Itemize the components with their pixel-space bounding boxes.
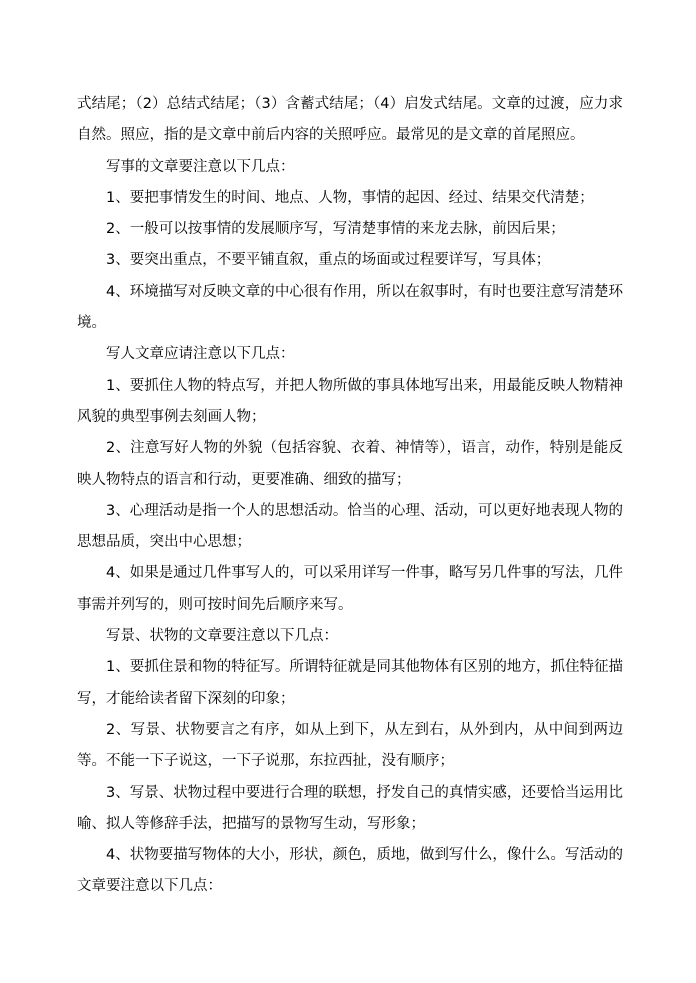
list-item: 2、注意写好人物的外貌（包括容貌、衣着、神情等），语言，动作，特别是能反映人物特点的语言和行动，更要准确、细致的描写； [77, 440, 623, 488]
list-item: 2、写景、状物要言之有序，如从上到下，从左到右，从外到内，从中间到两边等。不能一下子说这，一下子说那，东拉西扯，没有顺序； [77, 721, 623, 770]
section-heading-people: 写人文章应请注意以下几点： [106, 346, 295, 363]
list-item: 1、要把事情发生的时间、地点、人物，事情的起因、经过、结果交代清楚； [106, 189, 594, 206]
list-item: 4、状物要描写物体的大小，形状，颜色，质地，做到写什么，像什么。写活动的文章要注意以下几点： [77, 847, 623, 895]
list-item: 4、如果是通过几件事写人的，可以采用详写一件事，略写另几件事的写法，几件事需并列写的，则可按时间先后顺序来写。 [77, 565, 623, 613]
list-item: 3、写景、状物过程中要进行合理的联想，抒发自己的真情实感，还要恰当运用比喻、拟人等修辞手法，把描写的景物写生动，写形象； [77, 784, 623, 832]
list-item: 2、一般可以按事情的发展顺序写，写清楚事情的来龙去脉，前因后果； [106, 221, 565, 238]
section-heading-scenery: 写景、状物的文章要注意以下几点： [106, 628, 338, 645]
list-item: 1、要抓住人物的特点写，并把人物所做的事具体地写出来，用最能反映人物精神风貌的典型事例去刻画人物； [77, 377, 623, 425]
list-item: 4、环境描写对反映文章的中心很有作用，所以在叙事时，有时也要注意写清楚环境。 [77, 283, 623, 332]
section-heading-narrative: 写事的文章要注意以下几点： [106, 158, 295, 175]
list-item: 1、要抓住景和物的特征写。所谓特征就是同其他物体有区别的地方，抓住特征描写，才能给读者留下深刻的印象； [77, 659, 623, 707]
paragraph-continuation: 式结尾；（2）总结式结尾；（3）含蓄式结尾；（4）启发式结尾。文章的过渡，应力求自然。照应，指的是文章中前后内容的关照呼应。最常见的是文章的首尾照应。 [77, 96, 623, 144]
list-item: 3、心理活动是指一个人的思想活动。恰当的心理、活动，可以更好地表现人物的思想品质，突出中心思想； [77, 502, 623, 551]
document-body [77, 89, 623, 903]
list-item: 3、要突出重点，不要平铺直叙，重点的场面或过程要详写，写具体； [106, 252, 551, 269]
